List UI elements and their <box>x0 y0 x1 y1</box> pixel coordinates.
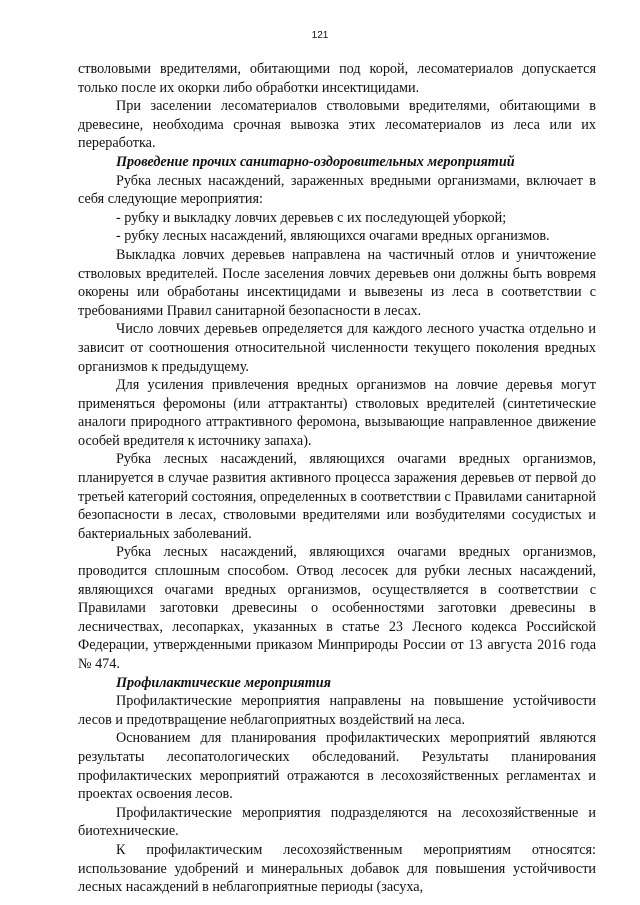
list-item: - рубку и выкладку ловчих деревьев с их последующей уборкой; <box>116 209 507 226</box>
page-number: 121 <box>311 30 329 41</box>
body-text <box>78 60 596 897</box>
paragraph: Рубка лесных насаждений, зараженных вредными организмами, включает в себя следующие мероприятия: <box>78 172 596 208</box>
paragraph: Основанием для планирования профилактических мероприятий являются результаты лесопатологических обследований. Результаты планирования профилактических мероприятий отражаются в лесохозяйственных регламентах и проектах освоения лесов. <box>78 730 596 803</box>
paragraph: Рубка лесных насаждений, являющихся очагами вредных организмов, планируется в случае развития активного процесса заражения деревьев от первой до третьей категорий состояния, определенных в соответствии с Правилами санитарной безопасности в лесах, стволовыми вредителями или возбудителями сосудистых и бактериальных заболеваний. <box>78 451 596 542</box>
paragraph: Рубка лесных насаждений, являющихся очагами вредных организмов, проводится сплошным способом. Отвод лесосек для рубки лесных насаждений, являющихся очагами вредных организмов, осуществляется в соответствии с Правилами заготовки древесины о особенностями заготовки древесины в лесничествах, лесопарках, указанных в статье 23 Лесного кодекса Российской Федерации, утвержденными приказом Минприроды России от 13 августа 2016 года № 474. <box>78 544 596 672</box>
paragraph: Для усиления привлечения вредных организмов на ловчие деревья могут применяться феромоны (или аттрактанты) стволовых вредителей (синтетические аналоги природного аттрактивного феромона, вызывающие направленное движение особей вредителя к источнику запаха). <box>78 377 596 449</box>
paragraph: Число ловчих деревьев определяется для каждого лесного участка отдельно и зависит от соотношения относительной численности текущего поколения вредных организмов к предыдущему. <box>78 321 596 375</box>
paragraph: Профилактические мероприятия направлены на повышение устойчивости лесов и предотвращение неблагоприятных воздействий на леса. <box>78 693 596 728</box>
list-item: - рубку лесных насаждений, являющихся очагами вредных организмов. <box>116 228 550 245</box>
paragraph: стволовыми вредителями, обитающими под корой, лесоматериалов допускается только после их окорки либо обработки инсектицидами. <box>78 61 596 96</box>
paragraph: Выкладка ловчих деревьев направлена на частичный отлов и уничтожение стволовых вредителей. После заселения ловчих деревьев они должны быть вовремя окорены или обработаны инсектицидами и вывезены из леса в соответствии с требованиями Правил санитарной безопасности в лесах. <box>78 246 596 319</box>
section-heading: Проведение прочих санитарно-оздоровительных мероприятий <box>116 153 515 170</box>
paragraph: При заселении лесоматериалов стволовыми вредителями, обитающими в древесине, необходима срочная вывозка этих лесоматериалов из леса или их переработка. <box>78 98 596 152</box>
paragraph: К профилактическим лесохозяйственным мероприятиям относятся: использование удобрений и минеральных добавок для повышения устойчивости лесных насаждений в неблагоприятные периоды (засуха, <box>78 841 596 896</box>
paragraph: Профилактические мероприятия подразделяются на лесохозяйственные и биотехнические. <box>78 804 596 840</box>
section-heading: Профилактические мероприятия <box>116 674 331 691</box>
